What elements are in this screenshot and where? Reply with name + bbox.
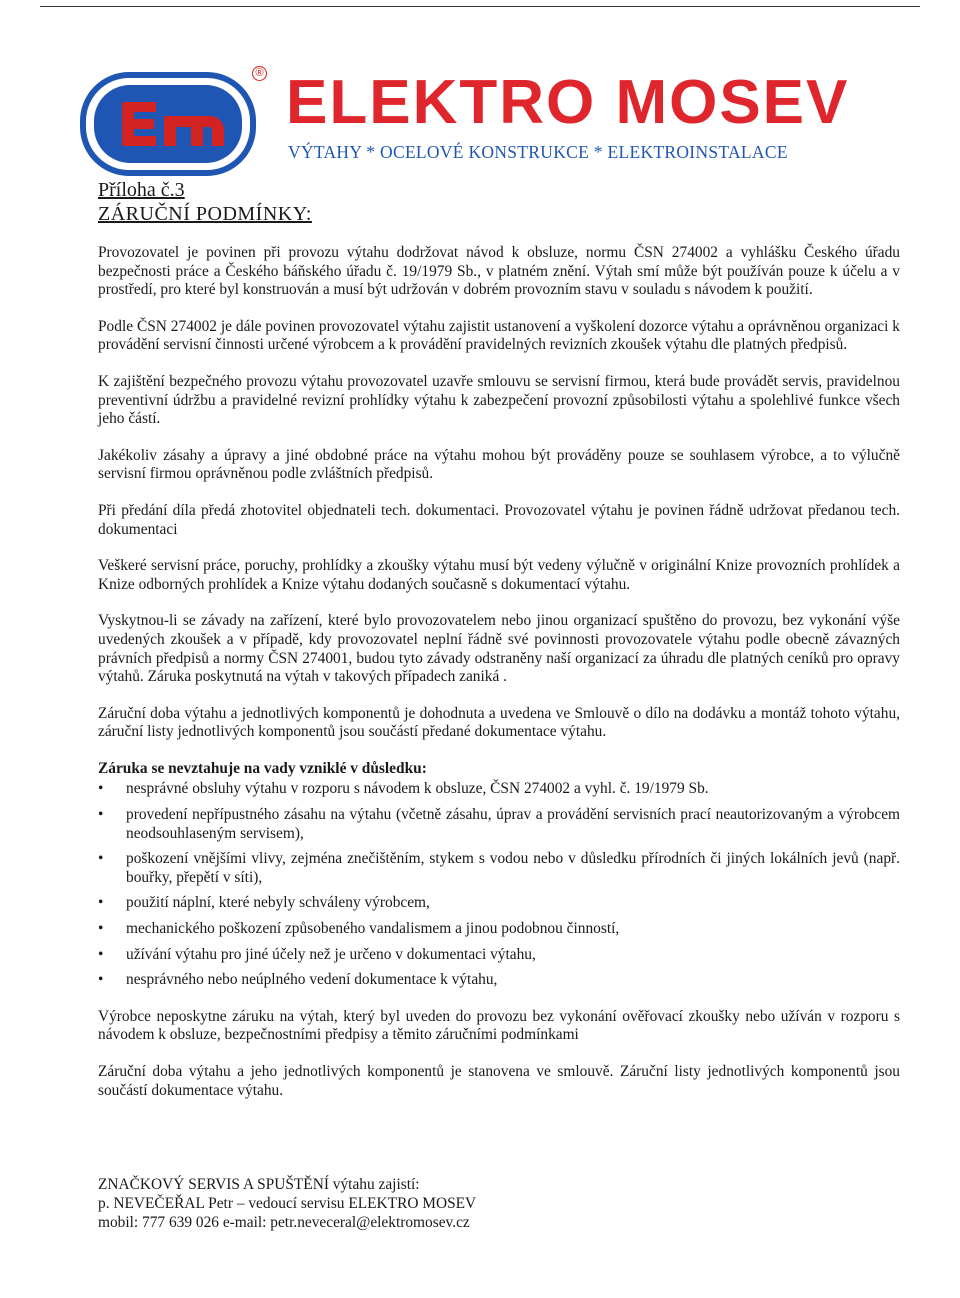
document-title: ZÁRUČNÍ PODMÍNKY: xyxy=(98,203,312,225)
bullet-icon: • xyxy=(98,920,104,938)
list-item xyxy=(98,780,900,799)
service-heading: ZNAČKOVÝ SERVIS A SPUŠTĚNÍ výtahu zajistí: xyxy=(98,1176,420,1193)
exclusions-heading: Záruka se nevztahuje na vady vzniklé v důsledku: xyxy=(98,759,427,777)
company-tagline: VÝTAHY * OCELOVÉ KONSTRUKCE * ELEKTROINSTALACE xyxy=(288,142,788,162)
list-item-text: užívání výtahu pro jiné účely než je určeno v dokumentaci výtahu, xyxy=(126,945,536,963)
paragraph: Výrobce neposkytne záruku na výtah, který byl uveden do provozu bez vykonání ověřovací zkoušky nebo užíván v rozporu s návodem k obsluze, bezpečnostními předpisy a těmito záručními podmínkami xyxy=(98,1007,900,1044)
service-contact xyxy=(98,1175,900,1232)
letterhead xyxy=(80,66,880,186)
bullet-icon: • xyxy=(98,894,104,912)
annex-label: Příloha č.3 xyxy=(98,179,185,201)
list-item-text: nesprávného nebo neúplného vedení dokumentace k výtahu, xyxy=(126,971,498,989)
em-logo xyxy=(80,72,256,176)
service-contact-person: p. NEVEČEŘAL Petr – vedoucí servisu ELEKTRO MOSEV xyxy=(98,1195,477,1212)
registered-mark: ® xyxy=(252,66,267,81)
paragraph: Vyskytnou-li se závady na zařízení, které bylo provozovatelem nebo jinou organizací spuštěno do provozu, bez vykonání výše uvedených zkoušek a v případě, kdy provozovatel neplní řádně své povinnosti provozovatele výtahu podle obecně závazných právních předpisů a normy ČSN 274001, budou tyto závady odstraněny naší organizací za úhradu dle platných ceníků pro opravy výtahů. Záruka poskytnutá na výtah v takových případech zaniká . xyxy=(98,612,900,686)
list-item xyxy=(98,920,900,939)
list-item-text: nesprávné obsluhy výtahu v rozporu s návodem k obsluze, ČSN 274002 a vyhl. č. 19/1979 Sb. xyxy=(126,780,709,798)
paragraph: Záruční doba výtahu a jednotlivých komponentů je dohodnuta a uvedena ve Smlouvě o dílo na dodávku a montáž tohoto výtahu, záruční listy jednotlivých komponentů jsou součástí předané dokumentace výtahu. xyxy=(98,704,900,741)
list-item-text: použití náplní, které nebyly schváleny výrobcem, xyxy=(126,894,430,912)
document-body xyxy=(98,178,900,1118)
paragraph: Veškeré servisní práce, poruchy, prohlídky a zkoušky výtahu musí být vedeny výlučně v originální Knize provozních prohlídek a Knize odborných prohlídek a Knize výtahu dodaných současně s dokumentací výtahu. xyxy=(98,557,900,593)
list-item xyxy=(98,971,900,990)
service-contact-details: mobil: 777 639 026 e-mail: petr.neveceral@elektromosev.cz xyxy=(98,1214,470,1231)
list-item xyxy=(98,850,900,887)
paragraph: Provozovatel je povinen při provozu výtahu dodržovat návod k obsluze, normu ČSN 274002 a vyhlášku Českého úřadu bezpečnosti práce a Českého báňského úřadu č. 19/1979 Sb., v platném znění. Výtah smí může být používán pouze k účelu a v prostředí, pro které byl konstruován a musí být udržován v dobrém provozním stavu v souladu s návodem k použití. xyxy=(98,244,900,299)
list-item-text: mechanického poškození způsobeného vandalismem a jinou podobnou činností, xyxy=(126,920,620,938)
paragraph: Podle ČSN 274002 je dále povinen provozovatel výtahu zajistit ustanovení a vyškolení dozorce výtahu a oprávněnou organizaci k provádění servisní činnosti určené výrobcem a k provádění pravidelných revizních zkoušek výtahu dle platných předpisů. xyxy=(98,317,900,354)
company-name: ELEKTRO MOSEV xyxy=(286,68,850,137)
list-item xyxy=(98,946,900,965)
paragraph: K zajištění bezpečného provozu výtahu provozovatel uzavře smlouvu se servisní firmou, která bude provádět servis, pravidelnou preventivní údržbu a pravidelné revizní prohlídky výtahu k zabezpečení provozní způsobilosti výtahu a spolehlivé funkce všech jeho částí. xyxy=(98,372,900,428)
bullet-icon: • xyxy=(98,945,104,963)
list-item-text: provedení nepřípustného zásahu na výtahu (včetně zásahu, úprav a provádění servisních prací neautorizovaným a výrobcem neodsouhlaseným servisem), xyxy=(126,806,900,842)
exclusions-list xyxy=(98,780,900,989)
paragraph: Při předání díla předá zhotovitel objednateli tech. dokumentaci. Provozovatel výtahu je povinen řádně udržovat předanou tech. dokumentaci xyxy=(98,501,900,538)
bullet-icon: • xyxy=(98,780,104,798)
paragraph: Jakékoliv zásahy a úpravy a jiné obdobné práce na výtahu mohou být prováděny pouze se souhlasem výrobce, a to výlučně servisní firmou oprávněnou podle zvláštních předpisů. xyxy=(98,446,900,483)
bullet-icon: • xyxy=(98,806,104,824)
bullet-icon: • xyxy=(98,850,104,868)
list-item xyxy=(98,894,900,913)
paragraph: Záruční doba výtahu a jeho jednotlivých komponentů je stanovena ve smlouvě. Záruční listy jednotlivých komponentů jsou součástí dokumentace výtahu. xyxy=(98,1063,900,1099)
top-rule xyxy=(40,6,920,7)
bullet-icon: • xyxy=(98,971,104,989)
list-item xyxy=(98,806,900,843)
list-item-text: poškození vnějšími vlivy, zejména znečištěním, stykem s vodou nebo v důsledku přírodních či jiných lokálních jevů (např. bouřky, přepětí v síti), xyxy=(126,850,900,886)
